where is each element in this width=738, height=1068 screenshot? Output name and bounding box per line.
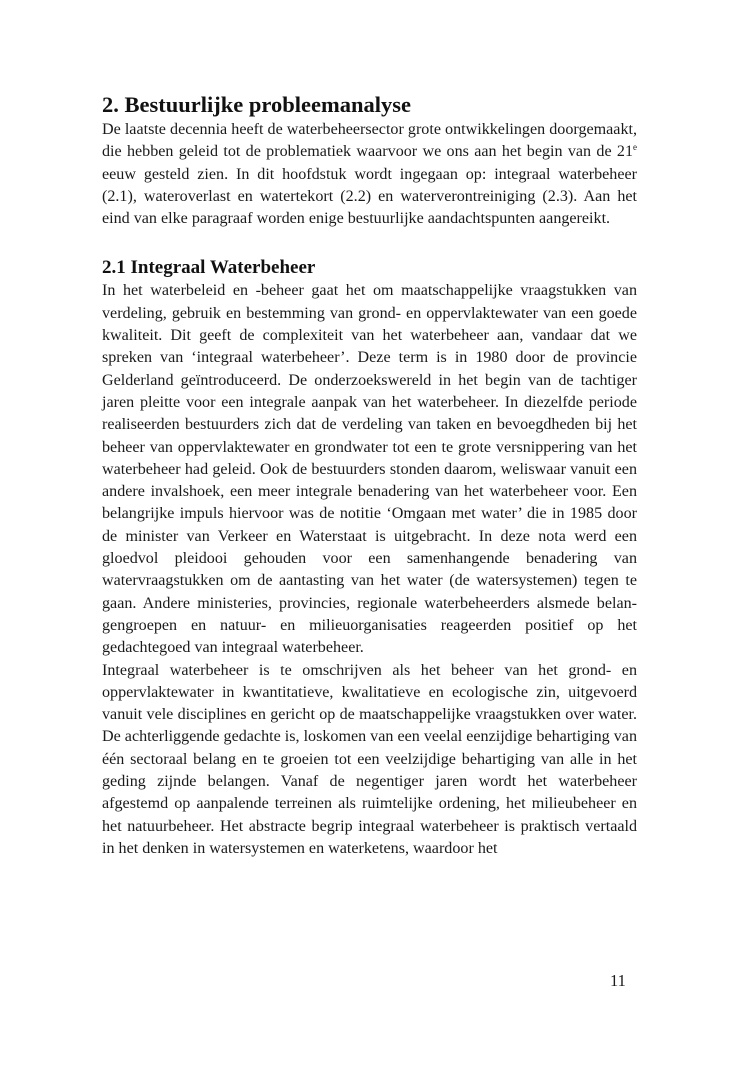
chapter-title: 2. Bestuurlijke probleemanalyse — [102, 92, 411, 117]
section-paragraph-1: In het waterbeleid en -beheer gaat het om maatschappelijke vraagstukken van verdeling, gebruik en bestemming van grond- en oppervlaktewater van een goede kwaliteit. Dit geeft de complexiteit van het waterbeheer aan, vandaar dat we spreken van ‘integraal waterbeheer’. Deze term is in 1980 door de provincie Gelderland geïntroduceerd. De onderzoekswereld in het begin van de tachtiger jaren pleitte voor een integrale aanpak van het waterbeheer. In diezelfde periode realiseerden bestuurders zich dat de verdeling van taken en bevoegdheden bij het beheer van oppervlaktewater en grondwater tot een te grote versnippering van het waterbeheer had geleid. Ook de bestuurders stonden daarom, weliswaar vanuit een andere invalshoek, een meer integrale benadering van het waterbeheer voor. Een belangrijke impuls hiervoor was de notitie ‘Omgaan met water’ die in 1985 door de minister van Verkeer en Waterstaat is uitgebracht. In deze nota werd een gloedvol pleidooi gehouden voor een samenhangende benadering van watervraagstukken om de aantasting van het water (de watersystemen) tegen te gaan. Andere ministeries, provincies, regionale waterbeheerders alsmede belangengroepen en natuur- en milieuorganisaties reageerden positief op het gedachtegoed van integraal waterbeheer. — [102, 282, 637, 657]
intro-text-start: De laatste decennia heeft de waterbeheersector grote ontwikkelingen doorgemaakt, die hebben geleid tot de problematiek waarvoor we ons aan het begin van de 21 — [102, 121, 637, 161]
section-title: 2.1 Integraal Waterbeheer — [102, 257, 316, 279]
section-paragraph-2: Integraal waterbeheer is te omschrijven als het beheer van het grond- en oppervlaktewater in kwantitatieve, kwalitatieve en ecologische zin, uitgevoerd vanuit vele disciplines en gericht op de maatschappelijke vraagstukken over water. De achterliggende gedachte is, loskomen van een veelal eenzijdige behartiging van één sectoraal belang en te groeien tot een veelzijdige behartiging van alle in het geding zijnde belangen. Vanaf de negentiger jaren wordt het waterbeheer afgestemd op aanpalende terreinen als ruimtelijke ordening, het milieubeheer en het natuurbeheer. Het abstracte begrip integraal waterbeheer is praktisch vertaald in het denken in watersystemen en waterketens, waardoor het — [102, 661, 637, 857]
chapter-intro — [102, 119, 637, 230]
ordinal-superscript: e — [633, 142, 637, 153]
intro-text-end: eeuw gesteld zien. In dit hoofdstuk wordt ingegaan op: integraal waterbeheer (2.1), wateroverlast en watertekort (2.2) en waterverontreiniging (2.3). Aan het eind van elke paragraaf worden enige bestuurlijke aandachtspunten aangereikt. — [102, 165, 637, 228]
page-number: 11 — [610, 971, 626, 990]
page-body — [102, 92, 637, 860]
